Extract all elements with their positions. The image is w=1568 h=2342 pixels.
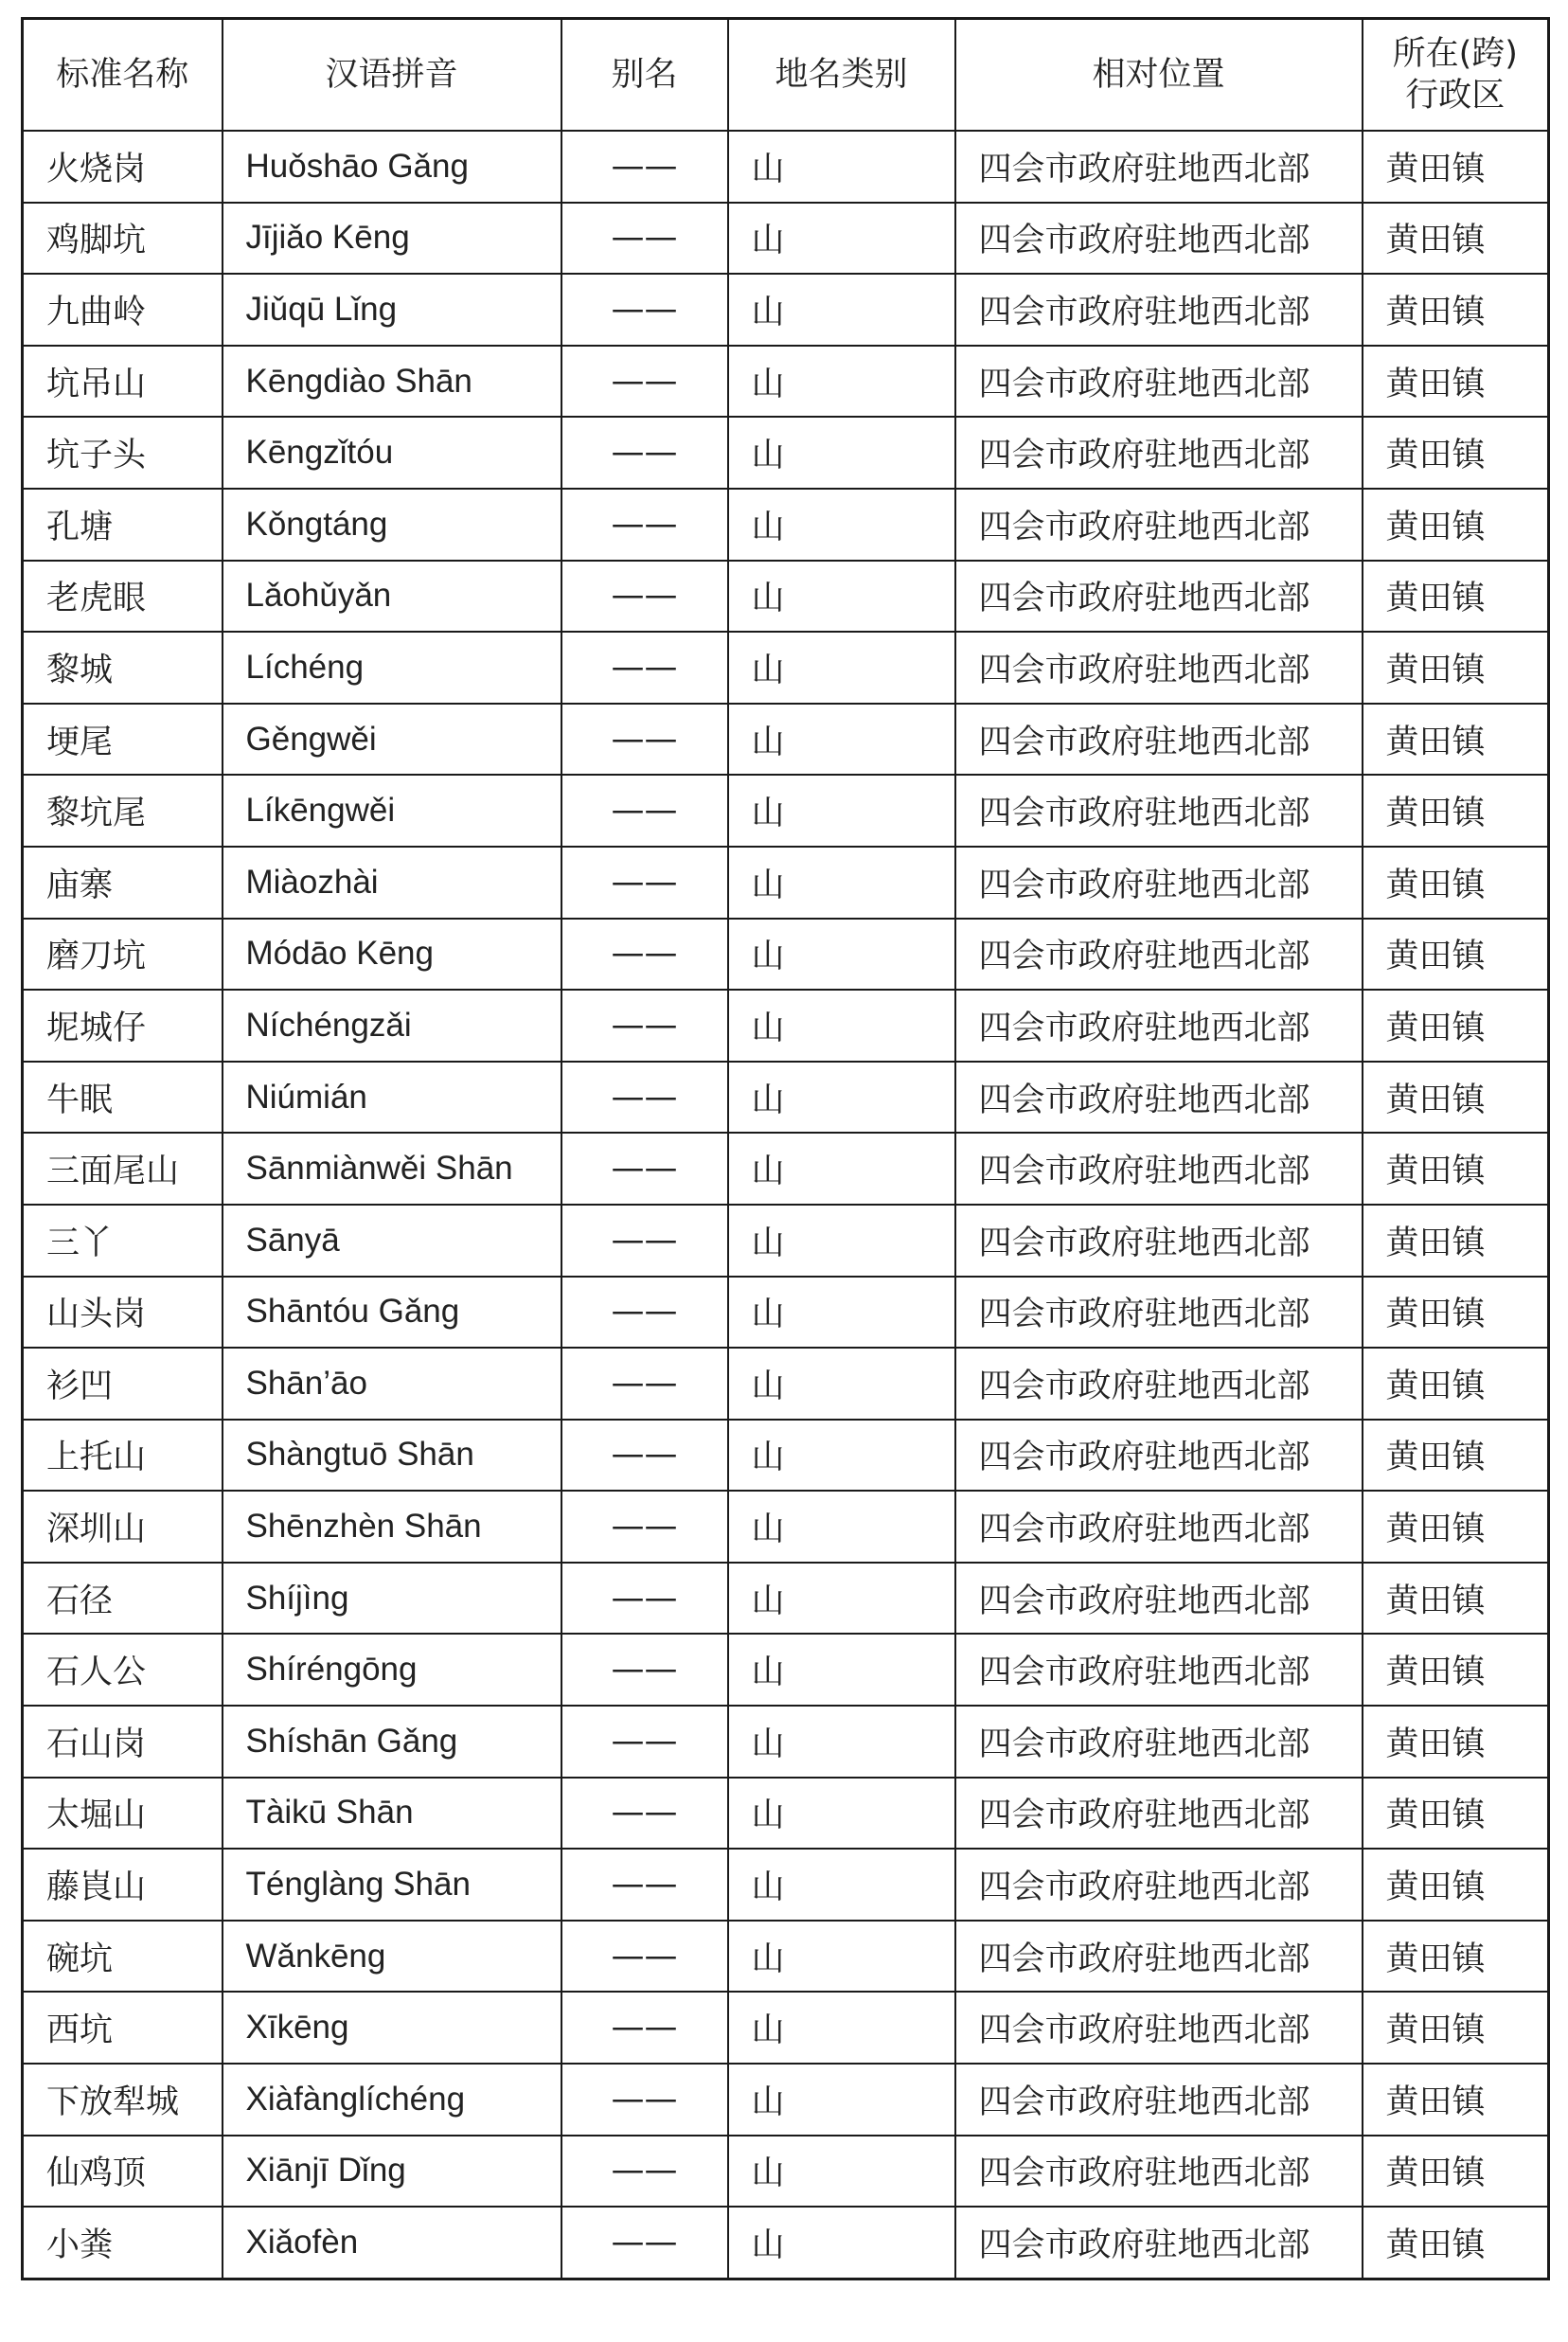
cell-standard-name: 鸡脚坑 (23, 203, 223, 275)
table-row (23, 417, 1549, 489)
cell-administrative-district: 黄田镇 (1363, 2207, 1549, 2279)
cell-category: 山 (728, 2064, 955, 2136)
cell-category: 山 (728, 704, 955, 776)
cell-administrative-district: 黄田镇 (1363, 1133, 1549, 1205)
header-district-line1: 所在(跨) (1392, 35, 1518, 73)
table-row (23, 2064, 1549, 2136)
cell-standard-name: 藤崀山 (23, 1849, 223, 1921)
cell-alias: —— (561, 417, 728, 489)
cell-alias: —— (561, 1563, 728, 1635)
cell-pinyin: Shíshān Gǎng (223, 1706, 561, 1778)
cell-standard-name: 深圳山 (23, 1491, 223, 1563)
cell-administrative-district: 黄田镇 (1363, 1992, 1549, 2064)
cell-category: 山 (728, 1348, 955, 1420)
cell-alias: —— (561, 775, 728, 847)
table-row (23, 1634, 1549, 1706)
cell-pinyin: Gěngwěi (223, 704, 561, 776)
table-row (23, 203, 1549, 275)
cell-relative-location: 四会市政府驻地西北部 (955, 1491, 1363, 1563)
cell-administrative-district: 黄田镇 (1363, 2136, 1549, 2208)
header-administrative-district (1363, 19, 1549, 132)
cell-pinyin: Kēngdiào Shān (223, 346, 561, 418)
table-row (23, 632, 1549, 704)
cell-relative-location: 四会市政府驻地西北部 (955, 1706, 1363, 1778)
cell-administrative-district: 黄田镇 (1363, 1706, 1549, 1778)
table-row (23, 1277, 1549, 1349)
cell-administrative-district: 黄田镇 (1363, 775, 1549, 847)
cell-relative-location: 四会市政府驻地西北部 (955, 1277, 1363, 1349)
cell-standard-name: 坑子头 (23, 417, 223, 489)
cell-alias: —— (561, 1992, 728, 2064)
cell-relative-location: 四会市政府驻地西北部 (955, 1205, 1363, 1277)
cell-administrative-district: 黄田镇 (1363, 632, 1549, 704)
cell-standard-name: 坭城仔 (23, 990, 223, 1062)
cell-relative-location: 四会市政府驻地西北部 (955, 1634, 1363, 1706)
cell-alias: —— (561, 1205, 728, 1277)
table-row (23, 131, 1549, 203)
cell-relative-location: 四会市政府驻地西北部 (955, 561, 1363, 633)
cell-standard-name: 黎坑尾 (23, 775, 223, 847)
cell-standard-name: 仙鸡顶 (23, 2136, 223, 2208)
table-row (23, 1420, 1549, 1492)
cell-relative-location: 四会市政府驻地西北部 (955, 1420, 1363, 1492)
cell-standard-name: 石人公 (23, 1634, 223, 1706)
cell-standard-name: 火烧岗 (23, 131, 223, 203)
cell-category: 山 (728, 131, 955, 203)
table-row (23, 775, 1549, 847)
header-district-line2: 行政区 (1405, 77, 1506, 115)
cell-relative-location: 四会市政府驻地西北部 (955, 1992, 1363, 2064)
cell-pinyin: Ténglàng Shān (223, 1849, 561, 1921)
cell-alias: —— (561, 847, 728, 919)
cell-relative-location: 四会市政府驻地西北部 (955, 847, 1363, 919)
table-row (23, 561, 1549, 633)
header-standard-name: 标准名称 (23, 19, 223, 132)
cell-alias: —— (561, 632, 728, 704)
cell-relative-location: 四会市政府驻地西北部 (955, 2064, 1363, 2136)
cell-category: 山 (728, 990, 955, 1062)
cell-relative-location: 四会市政府驻地西北部 (955, 990, 1363, 1062)
cell-category: 山 (728, 1491, 955, 1563)
cell-category: 山 (728, 1420, 955, 1492)
cell-standard-name: 下放犁城 (23, 2064, 223, 2136)
cell-standard-name: 孔塘 (23, 489, 223, 561)
table-row (23, 346, 1549, 418)
cell-alias: —— (561, 1277, 728, 1349)
cell-alias: —— (561, 346, 728, 418)
table-row (23, 1992, 1549, 2064)
cell-pinyin: Miàozhài (223, 847, 561, 919)
cell-standard-name: 庙寨 (23, 847, 223, 919)
cell-administrative-district: 黄田镇 (1363, 274, 1549, 346)
cell-relative-location: 四会市政府驻地西北部 (955, 274, 1363, 346)
cell-pinyin: Líchéng (223, 632, 561, 704)
cell-category: 山 (728, 1062, 955, 1134)
cell-pinyin: Sānyā (223, 1205, 561, 1277)
cell-relative-location: 四会市政府驻地西北部 (955, 1348, 1363, 1420)
cell-category: 山 (728, 1277, 955, 1349)
cell-relative-location: 四会市政府驻地西北部 (955, 1849, 1363, 1921)
cell-administrative-district: 黄田镇 (1363, 131, 1549, 203)
cell-pinyin: Shāntóu Gǎng (223, 1277, 561, 1349)
cell-pinyin: Huǒshāo Gǎng (223, 131, 561, 203)
cell-standard-name: 石山岗 (23, 1706, 223, 1778)
cell-category: 山 (728, 919, 955, 991)
cell-relative-location: 四会市政府驻地西北部 (955, 775, 1363, 847)
cell-relative-location: 四会市政府驻地西北部 (955, 704, 1363, 776)
cell-category: 山 (728, 2136, 955, 2208)
cell-category: 山 (728, 847, 955, 919)
cell-pinyin: Tàikū Shān (223, 1778, 561, 1850)
cell-administrative-district: 黄田镇 (1363, 561, 1549, 633)
cell-administrative-district: 黄田镇 (1363, 489, 1549, 561)
table-row (23, 489, 1549, 561)
cell-administrative-district: 黄田镇 (1363, 1205, 1549, 1277)
cell-alias: —— (561, 919, 728, 991)
table-header (23, 19, 1549, 132)
cell-standard-name: 黎城 (23, 632, 223, 704)
header-row (23, 19, 1549, 132)
table-row (23, 1133, 1549, 1205)
header-alias: 别名 (561, 19, 728, 132)
cell-alias: —— (561, 1634, 728, 1706)
cell-alias: —— (561, 990, 728, 1062)
cell-administrative-district: 黄田镇 (1363, 1491, 1549, 1563)
cell-pinyin: Shēnzhèn Shān (223, 1491, 561, 1563)
header-relative-location: 相对位置 (955, 19, 1363, 132)
cell-alias: —— (561, 203, 728, 275)
cell-alias: —— (561, 704, 728, 776)
cell-relative-location: 四会市政府驻地西北部 (955, 1778, 1363, 1850)
cell-standard-name: 太堀山 (23, 1778, 223, 1850)
table-row (23, 919, 1549, 991)
cell-administrative-district: 黄田镇 (1363, 1062, 1549, 1134)
cell-pinyin: Shíjìng (223, 1563, 561, 1635)
cell-standard-name: 埂尾 (23, 704, 223, 776)
cell-relative-location: 四会市政府驻地西北部 (955, 919, 1363, 991)
cell-category: 山 (728, 417, 955, 489)
cell-pinyin: Jiǔqū Lǐng (223, 274, 561, 346)
table-row (23, 847, 1549, 919)
cell-alias: —— (561, 561, 728, 633)
cell-category: 山 (728, 1205, 955, 1277)
cell-standard-name: 老虎眼 (23, 561, 223, 633)
cell-category: 山 (728, 1778, 955, 1850)
cell-pinyin: Shàngtuō Shān (223, 1420, 561, 1492)
cell-alias: —— (561, 1133, 728, 1205)
cell-alias: —— (561, 1921, 728, 1993)
cell-alias: —— (561, 489, 728, 561)
cell-category: 山 (728, 632, 955, 704)
cell-administrative-district: 黄田镇 (1363, 704, 1549, 776)
table-row (23, 1849, 1549, 1921)
cell-administrative-district: 黄田镇 (1363, 1277, 1549, 1349)
cell-standard-name: 衫凹 (23, 1348, 223, 1420)
cell-alias: —— (561, 2207, 728, 2279)
cell-standard-name: 上托山 (23, 1420, 223, 1492)
cell-category: 山 (728, 1921, 955, 1993)
cell-pinyin: Xīkēng (223, 1992, 561, 2064)
cell-category: 山 (728, 203, 955, 275)
cell-alias: —— (561, 131, 728, 203)
cell-administrative-district: 黄田镇 (1363, 203, 1549, 275)
cell-alias: —— (561, 1778, 728, 1850)
table-row (23, 1778, 1549, 1850)
cell-administrative-district: 黄田镇 (1363, 919, 1549, 991)
cell-pinyin: Jījiǎo Kēng (223, 203, 561, 275)
cell-standard-name: 碗坑 (23, 1921, 223, 1993)
cell-pinyin: Módāo Kēng (223, 919, 561, 991)
cell-category: 山 (728, 1706, 955, 1778)
cell-alias: —— (561, 1420, 728, 1492)
cell-administrative-district: 黄田镇 (1363, 346, 1549, 418)
cell-standard-name: 石径 (23, 1563, 223, 1635)
cell-standard-name: 三面尾山 (23, 1133, 223, 1205)
table-row (23, 1205, 1549, 1277)
cell-administrative-district: 黄田镇 (1363, 2064, 1549, 2136)
cell-pinyin: Líkēngwěi (223, 775, 561, 847)
cell-pinyin: Xiǎofèn (223, 2207, 561, 2279)
cell-pinyin: Wǎnkēng (223, 1921, 561, 1993)
cell-relative-location: 四会市政府驻地西北部 (955, 1062, 1363, 1134)
cell-standard-name: 小粪 (23, 2207, 223, 2279)
table-row (23, 704, 1549, 776)
cell-category: 山 (728, 489, 955, 561)
cell-administrative-district: 黄田镇 (1363, 1921, 1549, 1993)
table-body (23, 131, 1549, 2279)
cell-administrative-district: 黄田镇 (1363, 847, 1549, 919)
cell-pinyin: Shān’āo (223, 1348, 561, 1420)
cell-pinyin: Níchéngzǎi (223, 990, 561, 1062)
cell-category: 山 (728, 2207, 955, 2279)
cell-alias: —— (561, 1062, 728, 1134)
table-row (23, 1563, 1549, 1635)
cell-administrative-district: 黄田镇 (1363, 417, 1549, 489)
cell-category: 山 (728, 1133, 955, 1205)
cell-relative-location: 四会市政府驻地西北部 (955, 489, 1363, 561)
table-row (23, 1921, 1549, 1993)
cell-administrative-district: 黄田镇 (1363, 1849, 1549, 1921)
cell-pinyin: Shíréngōng (223, 1634, 561, 1706)
cell-category: 山 (728, 346, 955, 418)
cell-pinyin: Kǒngtáng (223, 489, 561, 561)
cell-alias: —— (561, 274, 728, 346)
cell-alias: —— (561, 1348, 728, 1420)
cell-relative-location: 四会市政府驻地西北部 (955, 131, 1363, 203)
cell-alias: —— (561, 1491, 728, 1563)
header-pinyin: 汉语拼音 (223, 19, 561, 132)
cell-standard-name: 三丫 (23, 1205, 223, 1277)
cell-administrative-district: 黄田镇 (1363, 1420, 1549, 1492)
cell-pinyin: Sānmiànwěi Shān (223, 1133, 561, 1205)
cell-pinyin: Xiānjī Dǐng (223, 2136, 561, 2208)
cell-administrative-district: 黄田镇 (1363, 1634, 1549, 1706)
cell-alias: —— (561, 1706, 728, 1778)
table-row (23, 1348, 1549, 1420)
cell-administrative-district: 黄田镇 (1363, 1778, 1549, 1850)
cell-relative-location: 四会市政府驻地西北部 (955, 417, 1363, 489)
cell-standard-name: 山头岗 (23, 1277, 223, 1349)
header-category: 地名类别 (728, 19, 955, 132)
cell-pinyin: Xiàfànglíchéng (223, 2064, 561, 2136)
cell-relative-location: 四会市政府驻地西北部 (955, 2207, 1363, 2279)
cell-administrative-district: 黄田镇 (1363, 1348, 1549, 1420)
cell-pinyin: Lǎohǔyǎn (223, 561, 561, 633)
cell-category: 山 (728, 775, 955, 847)
cell-standard-name: 磨刀坑 (23, 919, 223, 991)
cell-standard-name: 西坑 (23, 1992, 223, 2064)
cell-category: 山 (728, 1634, 955, 1706)
cell-category: 山 (728, 274, 955, 346)
place-name-table (21, 17, 1550, 2280)
cell-standard-name: 牛眠 (23, 1062, 223, 1134)
cell-standard-name: 坑吊山 (23, 346, 223, 418)
cell-category: 山 (728, 1849, 955, 1921)
cell-alias: —— (561, 2136, 728, 2208)
cell-relative-location: 四会市政府驻地西北部 (955, 632, 1363, 704)
cell-relative-location: 四会市政府驻地西北部 (955, 346, 1363, 418)
table-row (23, 2136, 1549, 2208)
cell-category: 山 (728, 561, 955, 633)
table-row (23, 2207, 1549, 2279)
table-row (23, 274, 1549, 346)
cell-category: 山 (728, 1992, 955, 2064)
cell-pinyin: Kēngzǐtóu (223, 417, 561, 489)
cell-relative-location: 四会市政府驻地西北部 (955, 1921, 1363, 1993)
cell-relative-location: 四会市政府驻地西北部 (955, 1133, 1363, 1205)
cell-standard-name: 九曲岭 (23, 274, 223, 346)
table-row (23, 1062, 1549, 1134)
cell-relative-location: 四会市政府驻地西北部 (955, 1563, 1363, 1635)
cell-alias: —— (561, 1849, 728, 1921)
cell-administrative-district: 黄田镇 (1363, 1563, 1549, 1635)
cell-administrative-district: 黄田镇 (1363, 990, 1549, 1062)
cell-relative-location: 四会市政府驻地西北部 (955, 203, 1363, 275)
cell-alias: —— (561, 2064, 728, 2136)
table-row (23, 1491, 1549, 1563)
cell-pinyin: Niúmián (223, 1062, 561, 1134)
table-row (23, 1706, 1549, 1778)
cell-relative-location: 四会市政府驻地西北部 (955, 2136, 1363, 2208)
cell-category: 山 (728, 1563, 955, 1635)
table-row (23, 990, 1549, 1062)
